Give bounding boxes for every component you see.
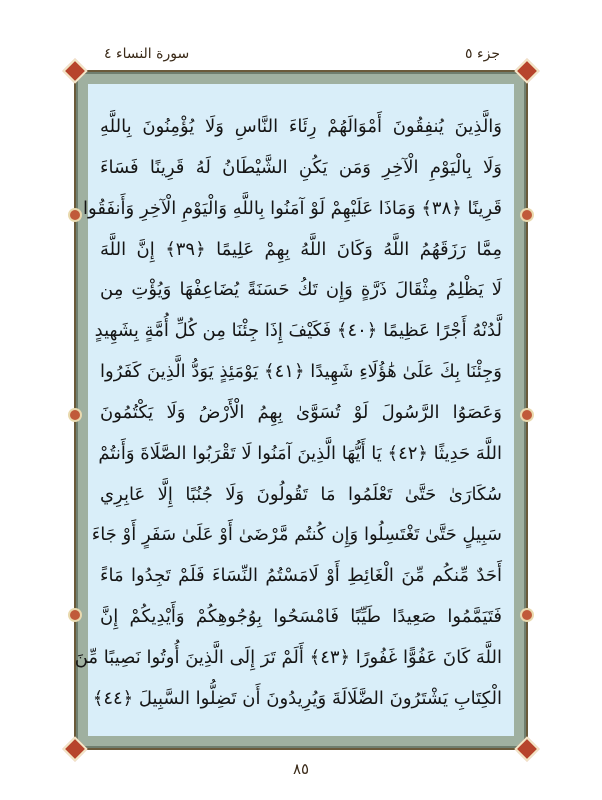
border-ornament-icon bbox=[522, 410, 532, 420]
verse-line: سَبِيلٍ حَتَّىٰ تَغْتَسِلُوا وَإِن كُنتُم مَّرْضَىٰ أَوْ عَلَىٰ سَفَرٍ أَوْ جَاءَ bbox=[91, 524, 502, 546]
verse-line: سُكَارَىٰ حَتَّىٰ تَعْلَمُوا مَا تَقُولُونَ وَلَا جُنُبًا إِلَّا عَابِرِي bbox=[100, 483, 502, 505]
verse-text-block bbox=[74, 98, 502, 728]
verse-line: قَرِينًا ﴿٣٨﴾ وَمَاذَا عَلَيْهِمْ لَوْ آمَنُوا بِاللَّهِ وَالْيَوْمِ الْآخِرِ وَأَنفَقُوا bbox=[83, 197, 502, 219]
verse-line: مِمَّا رَزَقَهُمُ اللَّهُ وَكَانَ اللَّهُ بِهِمْ عَلِيمًا ﴿٣٩﴾ إِنَّ اللَّهَ bbox=[100, 238, 502, 260]
page-number: ٨٥ bbox=[292, 760, 310, 778]
border-ornament-icon bbox=[70, 210, 80, 220]
verse-line: الْكِتَابِ يَشْتَرُونَ الضَّلَالَةَ وَيُرِيدُونَ أَن تَضِلُّوا السَّبِيلَ ﴿٤٤﴾ bbox=[92, 687, 502, 709]
verse-line: وَلَا بِالْيَوْمِ الْآخِرِ وَمَن يَكُنِ الشَّيْطَانُ لَهُ قَرِينًا فَسَاءَ bbox=[100, 156, 502, 178]
page-header bbox=[104, 42, 500, 66]
verse-line: وَعَصَوُا الرَّسُولَ لَوْ تُسَوَّىٰ بِهِمُ الْأَرْضُ وَلَا يَكْتُمُونَ bbox=[100, 401, 502, 423]
verse-line: أَحَدٌ مِّنكُم مِّنَ الْغَائِطِ أَوْ لَامَسْتُمُ النِّسَاءَ فَلَمْ تَجِدُوا مَاءً bbox=[100, 565, 502, 587]
surah-label: سورة النساء ٤ bbox=[104, 46, 190, 62]
verse-line: اللَّهَ كَانَ عَفُوًّا غَفُورًا ﴿٤٣﴾ أَلَمْ تَرَ إِلَى الَّذِينَ أُوتُوا نَصِيبًا مِّنَ bbox=[74, 646, 502, 668]
border-ornament-icon bbox=[522, 610, 532, 620]
verse-line: لَا يَظْلِمُ مِثْقَالَ ذَرَّةٍ وَإِن تَكُ حَسَنَةً يُضَاعِفْهَا وَيُؤْتِ مِن bbox=[100, 279, 502, 301]
verse-line: وَالَّذِينَ يُنفِقُونَ أَمْوَالَهُمْ رِئَاءَ النَّاسِ وَلَا يُؤْمِنُونَ بِاللَّهِ bbox=[100, 116, 502, 137]
verse-line: وَجِئْنَا بِكَ عَلَىٰ هَٰؤُلَاءِ شَهِيدًا ﴿٤١﴾ يَوْمَئِذٍ يَوَدُّ الَّذِينَ كَفَرُوا bbox=[100, 361, 502, 383]
border-ornament-icon bbox=[522, 210, 532, 220]
verse-line: لَّدُنْهُ أَجْرًا عَظِيمًا ﴿٤٠﴾ فَكَيْفَ إِذَا جِئْنَا مِن كُلِّ أُمَّةٍ بِشَهِيدٍ bbox=[94, 320, 502, 342]
verse-line: فَتَيَمَّمُوا صَعِيدًا طَيِّبًا فَامْسَحُوا بِوُجُوهِكُمْ وَأَيْدِيكُمْ إِنَّ bbox=[100, 606, 502, 628]
juz-label: جزء ٥ bbox=[465, 46, 500, 62]
border-ornament-icon bbox=[70, 410, 80, 420]
verse-line: اللَّهَ حَدِيثًا ﴿٤٢﴾ يَا أَيُّهَا الَّذِينَ آمَنُوا لَا تَقْرَبُوا الصَّلَاةَ وَأَنتُمْ bbox=[98, 442, 502, 464]
border-ornament-icon bbox=[70, 610, 80, 620]
